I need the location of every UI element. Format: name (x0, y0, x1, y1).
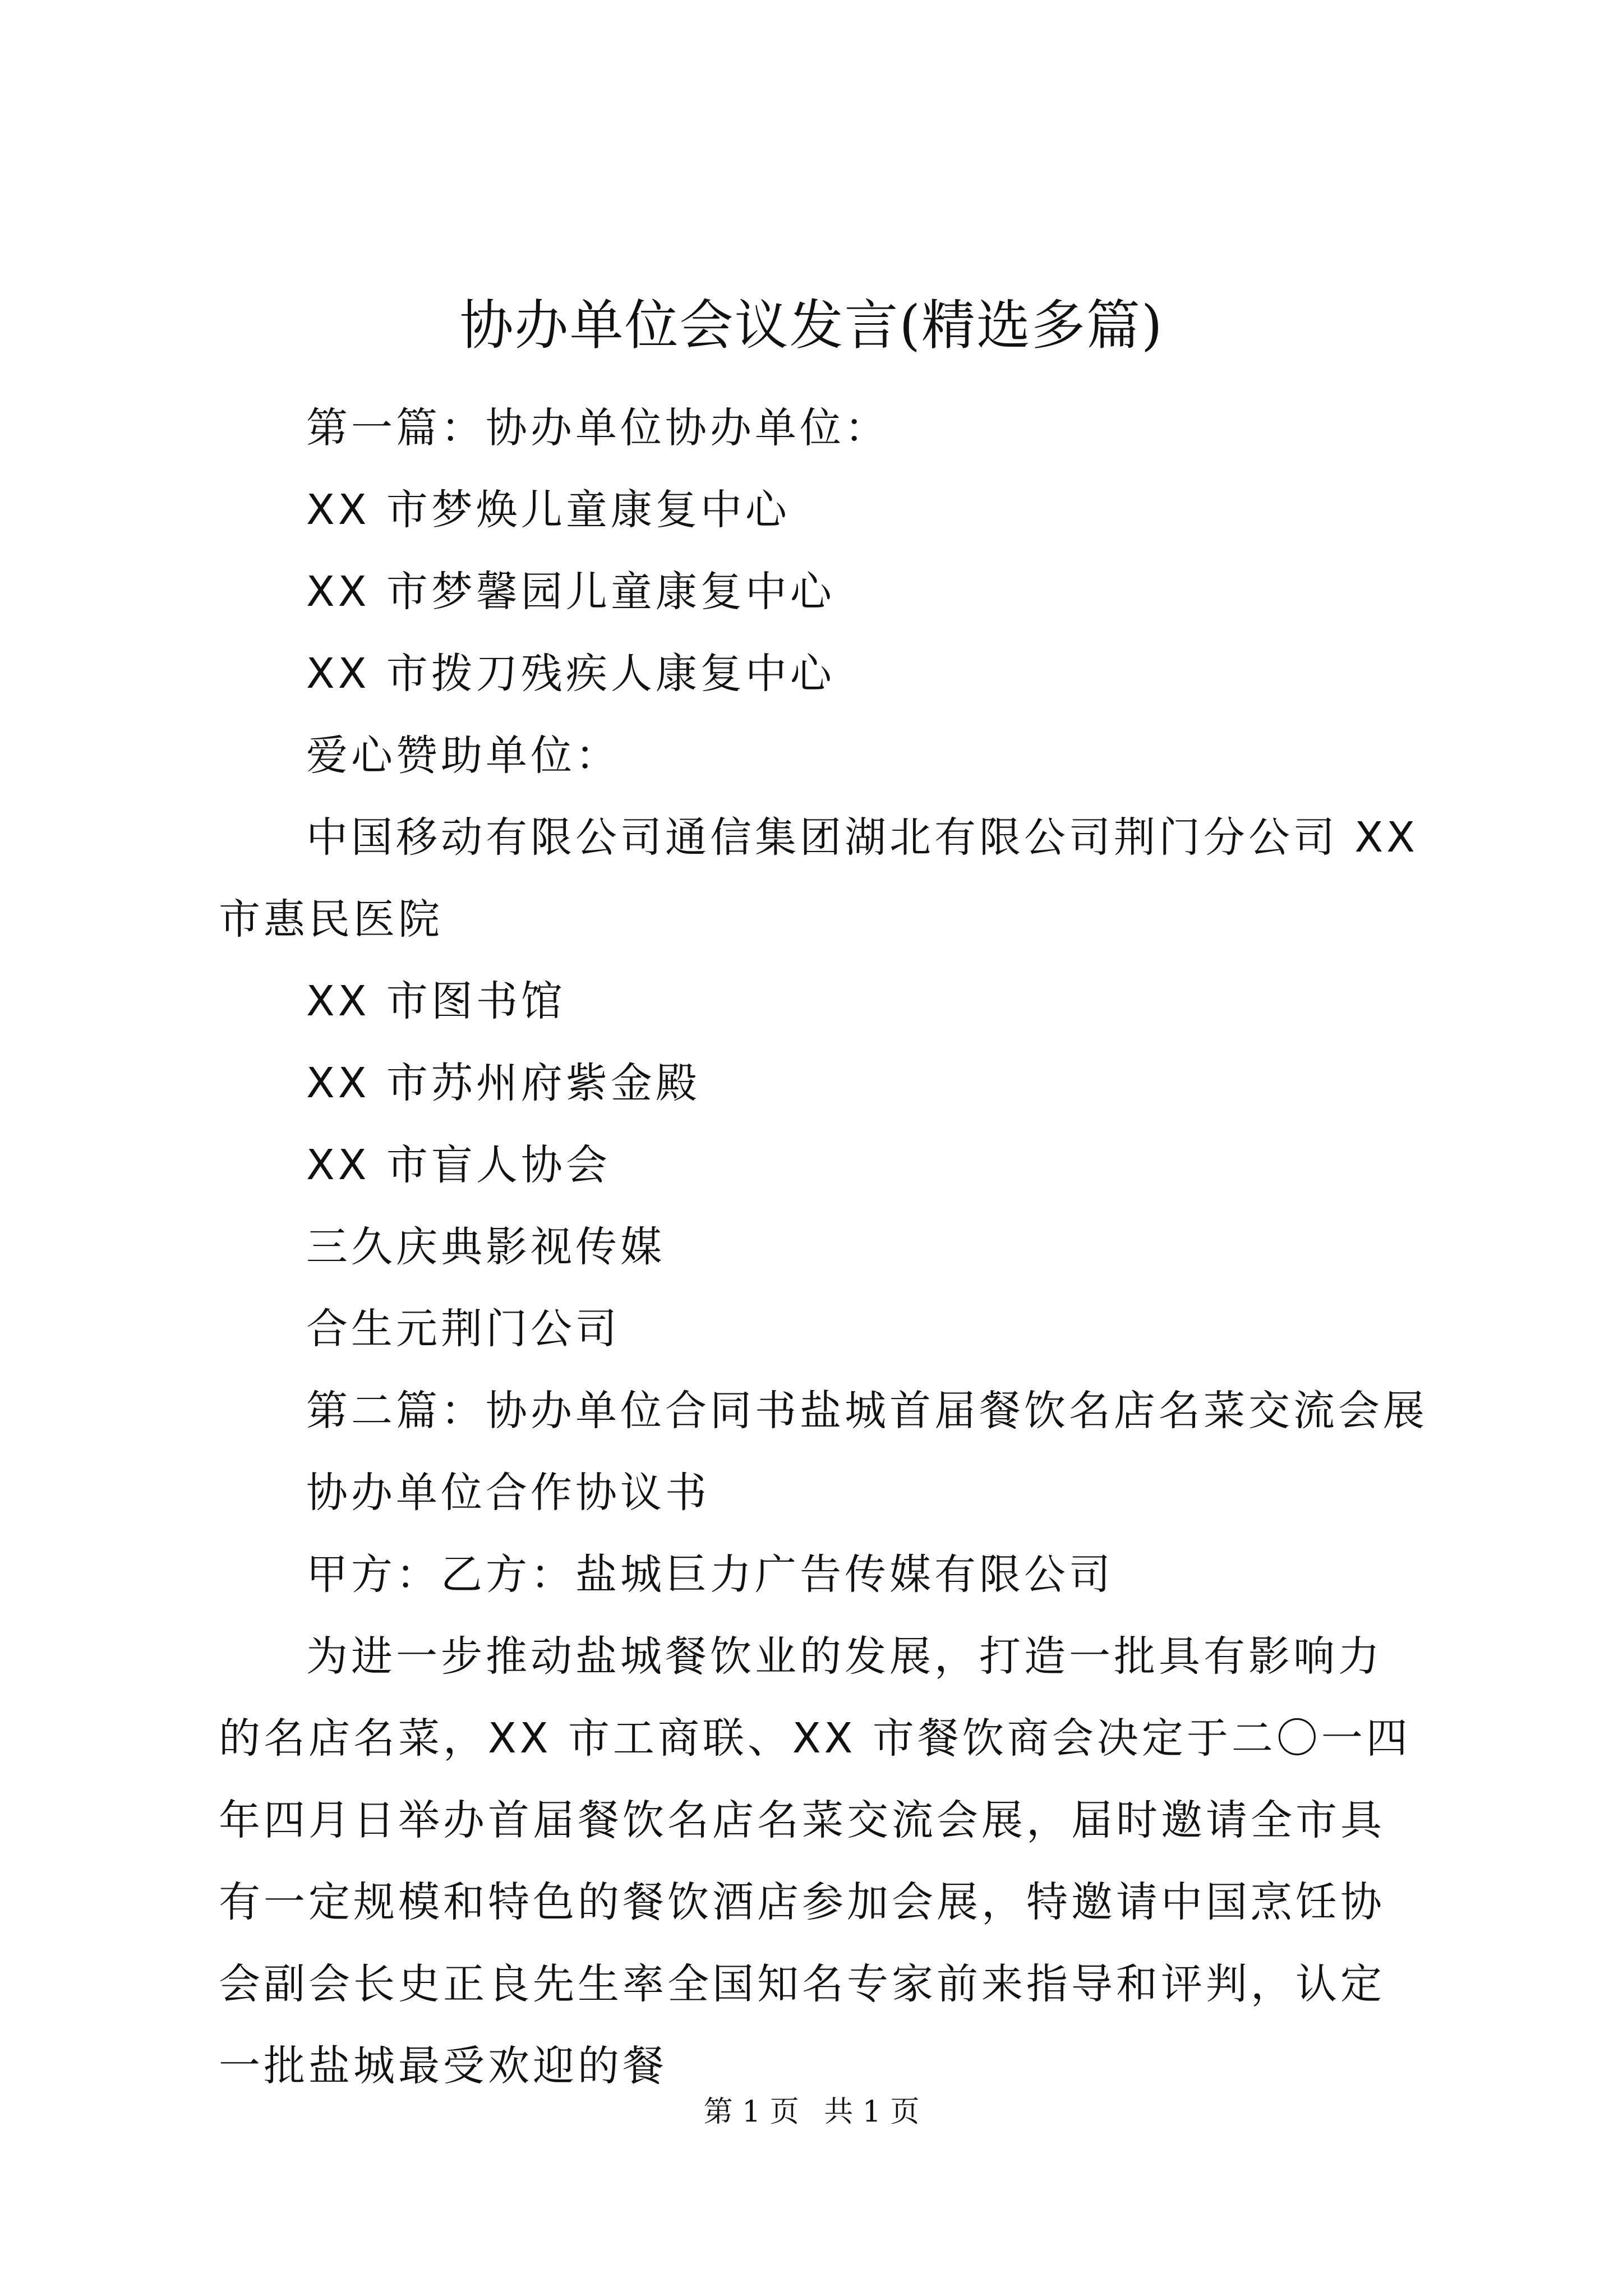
body-line: 三久庆典影视传媒 (306, 1223, 665, 1271)
body-line: 甲方：乙方：盐城巨力广告传媒有限公司 (306, 1550, 1114, 1599)
document-body (219, 387, 1428, 2107)
body-line: XX 市苏州府紫金殿 (306, 1059, 700, 1107)
body-line: XX 市图书馆 (306, 977, 566, 1025)
page-number: 第 1 页 (703, 2095, 799, 2129)
body-line: 合生元荆门公司 (306, 1305, 620, 1353)
body-line: XX 市拨刀残疾人康复中心 (306, 650, 835, 698)
body-paragraph: 为进一步推动盐城餐饮业的发展，打造一批具有影响力的名店名菜，XX 市工商联、XX 市餐饮商会决定于二〇一四年四月日举办首届餐饮名店名菜交流会展，届时邀请全市具有一定规模和特色的餐饮酒店参加会展，特邀请中国烹饪协会副会长史正良先生率全国知名专家前来指导和评判，认定一批盐城最受欢迎的餐 (219, 1632, 1411, 2090)
body-line: XX 市梦焕儿童康复中心 (306, 486, 790, 534)
body-line: XX 市盲人协会 (306, 1141, 611, 1189)
body-line: 爱心赞助单位： (306, 731, 620, 780)
page-total: 共 1 页 (824, 2095, 920, 2129)
body-line: 第二篇：协办单位合同书盐城首届餐饮名店名菜交流会展 (306, 1387, 1428, 1435)
body-line: 第一篇：协办单位协办单位： (306, 404, 889, 452)
document-title: 协办单位会议发言(精选多篇) (459, 294, 1164, 357)
body-line: 协办单位合作协议书 (306, 1469, 710, 1517)
page-footer (0, 2092, 1623, 2132)
body-line: XX 市梦馨园儿童康复中心 (306, 568, 835, 616)
body-paragraph: 中国移动有限公司通信集团湖北有限公司荆门分公司 XX 市惠民医院 (219, 813, 1418, 944)
